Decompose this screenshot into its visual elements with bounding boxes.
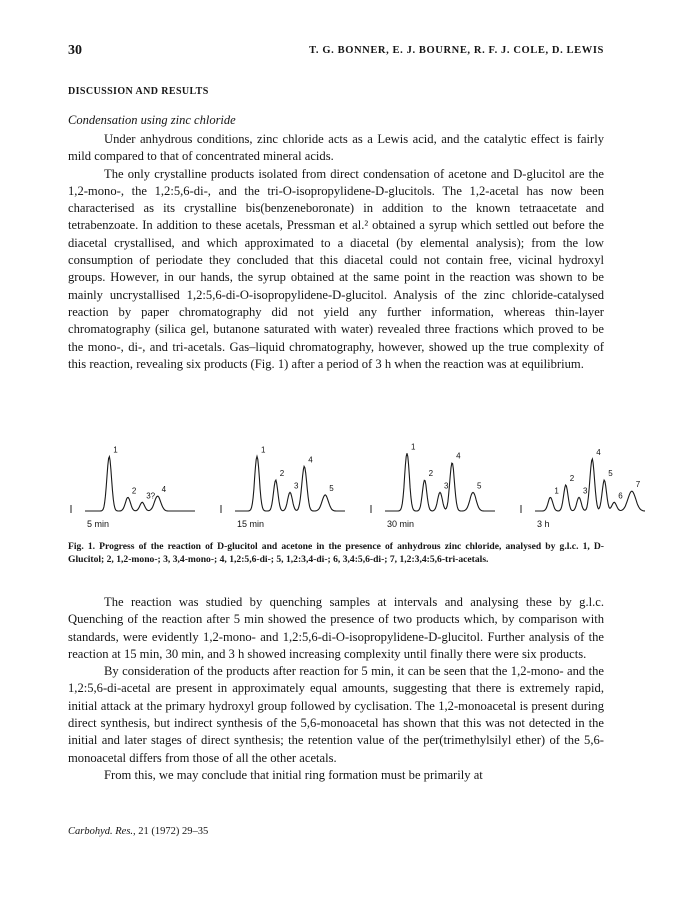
peak-number-label: 4 — [596, 447, 601, 457]
paragraph: The only crystalline products isolated from direct condensation of acetone and D-glucitol are the 1,2-mono-, the 1,2:5,6-di-, and the tri-O-isopropylidene-D-glucitols. The 1,2-acetal has now been characterised as its crystalline bis(benzeneboronate) in addition to the known tetraacetate and tetrabenzoate. In addition to these acetals, Pressman et al.² obtained a syrup which settled out before the diacetal crystallised, and which approximated to a diacetal (by elemental analysis); from the low consumption of periodate they concluded that this diacetal could not contain free, vicinal hydroxyl groups. However, in our hands, the syrup obtained at the same point in the reaction was shown to be mainly uncrystallised 1,2:5,6-di-O-isopropylidene-D-glucitol. Analysis of the zinc chloride-catalysed reaction by paper chromatography did not yield any further information, whereas thin-layer chromatography (silica gel, butanone saturated with water) revealed three fractions which proved to be the mono-, di-, and tri-acetals. Gas–liquid chromatography, however, showed up the true complexity of this reaction, revealing six products (Fig. 1) after a period of 3 h when the reaction was at equilibrium. — [68, 166, 604, 371]
chromatogram-panel — [71, 445, 195, 529]
page-footer — [68, 826, 208, 837]
peak-number-label: 1 — [261, 445, 266, 455]
chromatogram-trace — [85, 457, 195, 511]
peak-number-label: 2 — [131, 486, 137, 496]
peak-number-label: 2 — [279, 469, 285, 478]
chromatogram-panel — [371, 442, 495, 529]
chromatogram-panel — [221, 445, 345, 529]
peak-number-label: 3 — [583, 486, 588, 496]
paragraph: From this, we may conclude that initial ring formation must be primarily at — [104, 767, 483, 782]
running-head-authors: T. G. BONNER, E. J. BOURNE, R. F. J. COLE, D. LEWIS — [309, 45, 604, 56]
peak-number-label: 1 — [411, 442, 416, 452]
panel-time-label: 15 min — [237, 519, 265, 529]
peak-number-label: 5 — [608, 469, 613, 478]
paragraph: Under anhydrous conditions, zinc chloride acts as a Lewis acid, and the catalytic effect is fairly mild compared to that of concentrated mineral acids. — [68, 132, 604, 164]
peak-number-label: 7 — [635, 480, 641, 490]
peak-number-label: 4 — [161, 485, 167, 495]
body-text-bottom — [68, 594, 604, 784]
peak-number-label: 4 — [308, 455, 313, 465]
subsection-title: Condensation using zinc chloride — [68, 113, 236, 127]
peak-number-label: 3? — [146, 491, 156, 501]
page-number: 30 — [68, 43, 82, 58]
peak-number-label: 3 — [294, 481, 299, 491]
body-text-top — [68, 131, 604, 373]
paragraph: The reaction was studied by quenching samples at intervals and analysing these by g.l.c. Quenching of the reaction after 5 min showed the presence of two products which, by comparison with standards, were evidently 1,2-mono- and 1,2:5,6-di-O-isopropylidene-D-glucitol. Further analysis of the reaction at 15 min, 30 min, and 3 h showed increasing complexity until finally there were six products. — [68, 595, 604, 661]
section-title: DISCUSSION AND RESULTS — [68, 86, 209, 97]
page-header — [68, 43, 604, 63]
figure-caption: Fig. 1. Progress of the reaction of D-glucitol and acetone in the presence of anhydrous zinc chloride, analysed by g.l.c. 1, D-Glucitol; 2, 1,2-mono-; 3, 3,4-mono-; 4, 1,2:5,6-di-; 5, 1,2:3,4-di-; 6, 3,4:5,6-di-; 7, 1,2:3,4:5,6-tri-acetals. — [68, 541, 604, 565]
panel-time-label: 5 min — [87, 519, 110, 529]
panel-time-label: 30 min — [387, 519, 415, 529]
peak-number-label: 1 — [554, 486, 559, 496]
chromatogram-trace — [535, 459, 645, 511]
peak-number-label: 5 — [329, 483, 334, 493]
peak-number-label: 4 — [456, 451, 461, 461]
paragraph: By consideration of the products after reaction for 5 min, it can be seen that the 1,2-mono- and the 1,2:5,6-di-acetal are present in approximately equal amounts, suggesting that there is extremely rapid, initial attack at the primary hydroxyl group followed by cyclisation. The 1,2-monoacetal is present during direct synthesis, but indirect synthesis of the 5,6-monoacetal has shown that this was not detected in the initial and later stages of direct synthesis; the retention value of the per(trimethylsilyl ether) of the 5,6-monoacetal differs from those of all the other acetals. — [68, 664, 604, 765]
peak-number-label: 5 — [477, 481, 482, 491]
peak-number-label: 3 — [444, 481, 449, 491]
journal-citation: 21 (1972) 29–35 — [138, 826, 209, 837]
peak-number-label: 2 — [569, 474, 575, 483]
peak-number-label: 2 — [428, 469, 434, 478]
journal-name: Carbohyd. Res., — [68, 826, 136, 837]
chromatogram-figure — [60, 437, 641, 537]
chromatogram-panel — [521, 448, 645, 529]
peak-number-label: 6 — [618, 491, 623, 501]
panel-time-label: 3 h — [537, 519, 550, 529]
peak-number-label: 1 — [113, 445, 118, 455]
